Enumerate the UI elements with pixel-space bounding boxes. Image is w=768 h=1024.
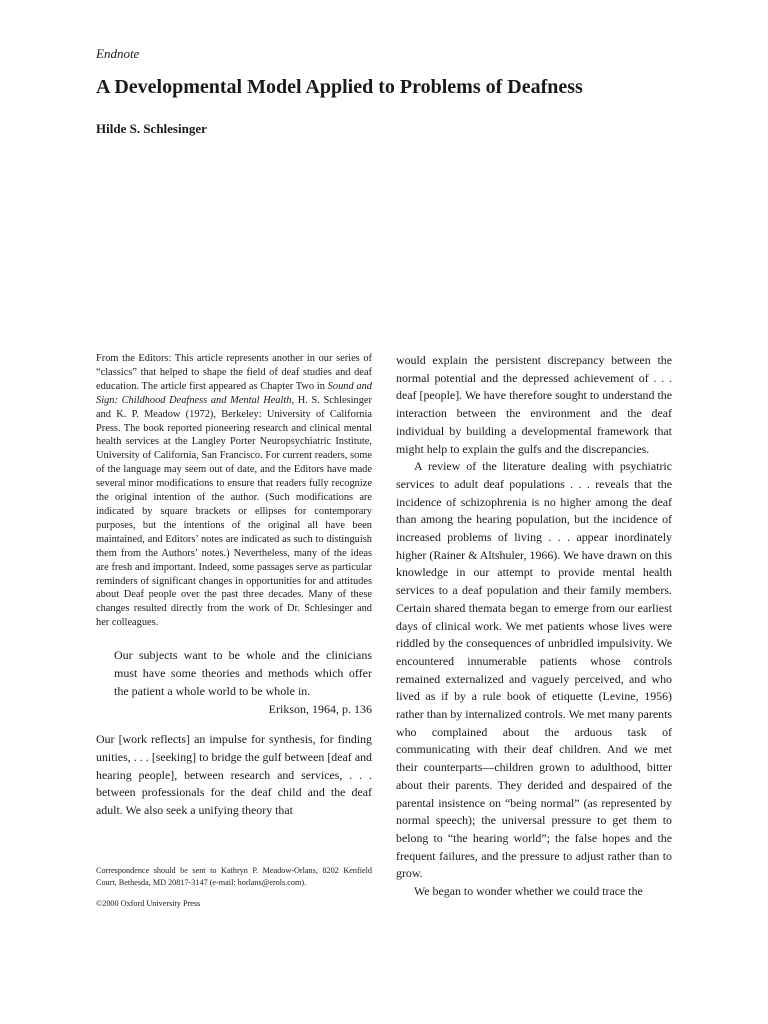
footnotes <box>96 865 372 910</box>
author-name: Hilde S. Schlesinger <box>96 121 207 136</box>
epigraph <box>114 647 372 718</box>
body-paragraph-left: Our [work reflects] an impulse for synthesis, for finding unities, . . . [seeking] to bridge the gulf between [deaf and hearing people], between research and services, . . . between professionals for the deaf child and the deaf adult. We also seek a unifying theory that <box>96 732 372 818</box>
editors-note-text-2: H. S. Schlesinger and K. P. Meadow (1972), Berkeley: University of California Press. The book reported pioneering research and clinical mental health services at the Langley Porter Neuropsychiatric Institute, University of California, San Francisco. For current readers, some of the language may seem out of date, and the Editors have made several minor modifications to ensure that readers fully recognize the original intention of the author. (Such modifications are indicated by square brackets or ellipses for contemporary purposes, but the intentions of the original all have been maintained, and Editors’ notes are indicated as such to distinguish them from the Authors’ notes.) Nevertheless, many of the ideas are fresh and important. Indeed, some passages serve as particular reminders of significant changes in opportunities for and attitudes about Deaf people over the past three decades. Many of these changes resulted directly from the work of Dr. Schlesinger and her colleagues. <box>96 394 372 629</box>
editors-note-text-1: From the Editors: This article represents another in our series of “classics” that helped to shape the field of deaf studies and deaf education. The article first appeared as Chapter Two in <box>96 353 372 392</box>
body-paragraph-1: would explain the persistent discrepancy between the normal potential and the depressed achievement of . . . deaf [people]. We have therefore sought to understand the interaction between the environment and the deaf individual by building a developmental framework that might help to explain the gulfs and the discrepancies. <box>396 353 672 456</box>
correspondence-note: Correspondence should be sent to Kathryn P. Meadow-Orlans, 8202 Kenfield Court, Bethesda, MD 20817-3147 (e-mail: horlans@erols.com). <box>96 866 372 887</box>
section-label: Endnote <box>96 46 140 61</box>
epigraph-source: Erikson, 1964, p. 136 <box>268 701 372 716</box>
left-column <box>96 352 372 820</box>
book-title: Sound and Sign: Childhood Deafness and Mental Health, <box>96 380 372 406</box>
article-title: A Developmental Model Applied to Problems of Deafness <box>96 76 583 98</box>
right-column <box>396 352 672 901</box>
epigraph-quote: Our subjects want to be whole and the clinicians must have some theories and methods which offer the patient a whole world to be whole in. <box>114 648 372 698</box>
body-paragraph-2: A review of the literature dealing with psychiatric services to adult deaf populations . . . reveals that the incidence of schizophrenia is no higher among the deaf than among the hearing population, but the incidence of increased problems of living . . . appear inordinately higher (Rainer & Altshuler, 1966). We have drawn on this knowledge in our attempt to provide mental health services to a deaf population and their family members. Certain shared themata began to emerge from our earliest days of clinical work. We met patients whose lives were riddled by the consequences of unbridled impulsivity. We encountered innumerable patients whose controls remained externalized and vaguely perceived, and who lived as if by a rule book of etiquette (Levine, 1956) rather than by internalized controls. We met many parents who complained about the arduous task of communicating with their deaf children. And we met their counterparts—children grown to adulthood, bitter about their parents. They derided and despaired of the parental insistence on “being normal” (as represented by normal speech); the universal pressure to get them to belong to “the hearing world”; the false hopes and the frequent failures, and the pressure to adjust rather than to grow. <box>396 459 672 881</box>
copyright-notice: ©2000 Oxford University Press <box>96 899 201 908</box>
editors-note <box>96 352 372 630</box>
body-paragraph-3: We began to wonder whether we could trace the <box>414 884 643 899</box>
